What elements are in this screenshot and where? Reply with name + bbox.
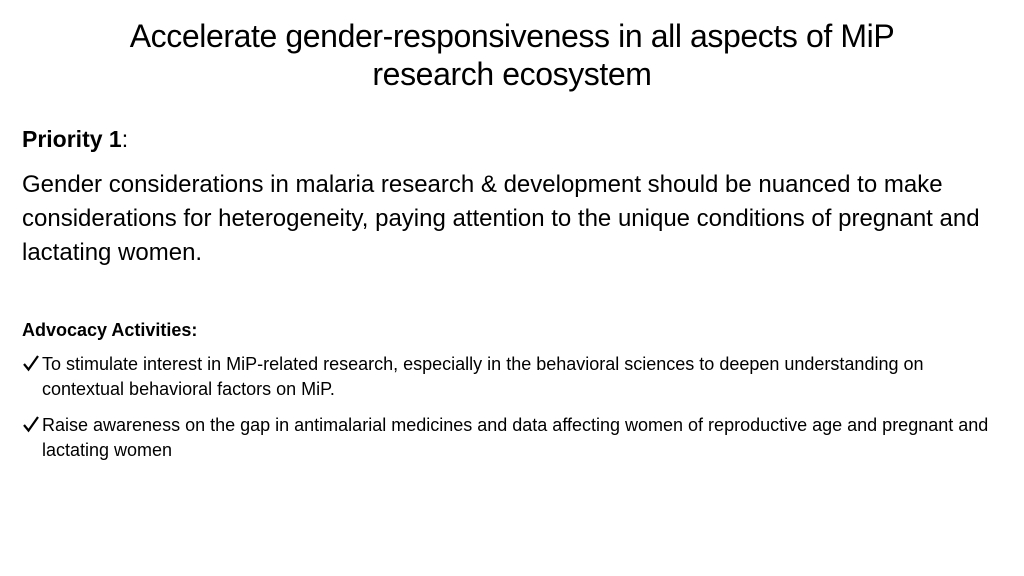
advocacy-heading: Advocacy Activities: [22,320,198,340]
slide-title-line-1: Accelerate gender-responsiveness in all aspects of MiP [129,18,895,54]
priority-colon: : [121,126,129,152]
activities-list [22,352,997,474]
slide-title-line-2: research ecosystem [372,56,652,92]
priority-heading [22,124,128,154]
activity-text: To stimulate interest in MiP-related research, especially in the behavioral sciences to deepen understanding on contextual behavioral factors on MiP. [42,354,924,399]
list-item [22,413,997,463]
priority-description: Gender considerations in malaria research & development should be nuanced to make considerations for heterogeneity, paying attention to the unique conditions of pregnant and lactating women. [22,171,980,266]
priority-label: Priority 1 [22,126,122,152]
activity-text: Raise awareness on the gap in antimalarial medicines and data affecting women of reproductive age and pregnant and lactating women [42,415,989,460]
checkmark-icon [22,413,40,438]
slide-title [0,17,1024,93]
list-item [22,352,997,402]
checkmark-icon [22,352,40,377]
